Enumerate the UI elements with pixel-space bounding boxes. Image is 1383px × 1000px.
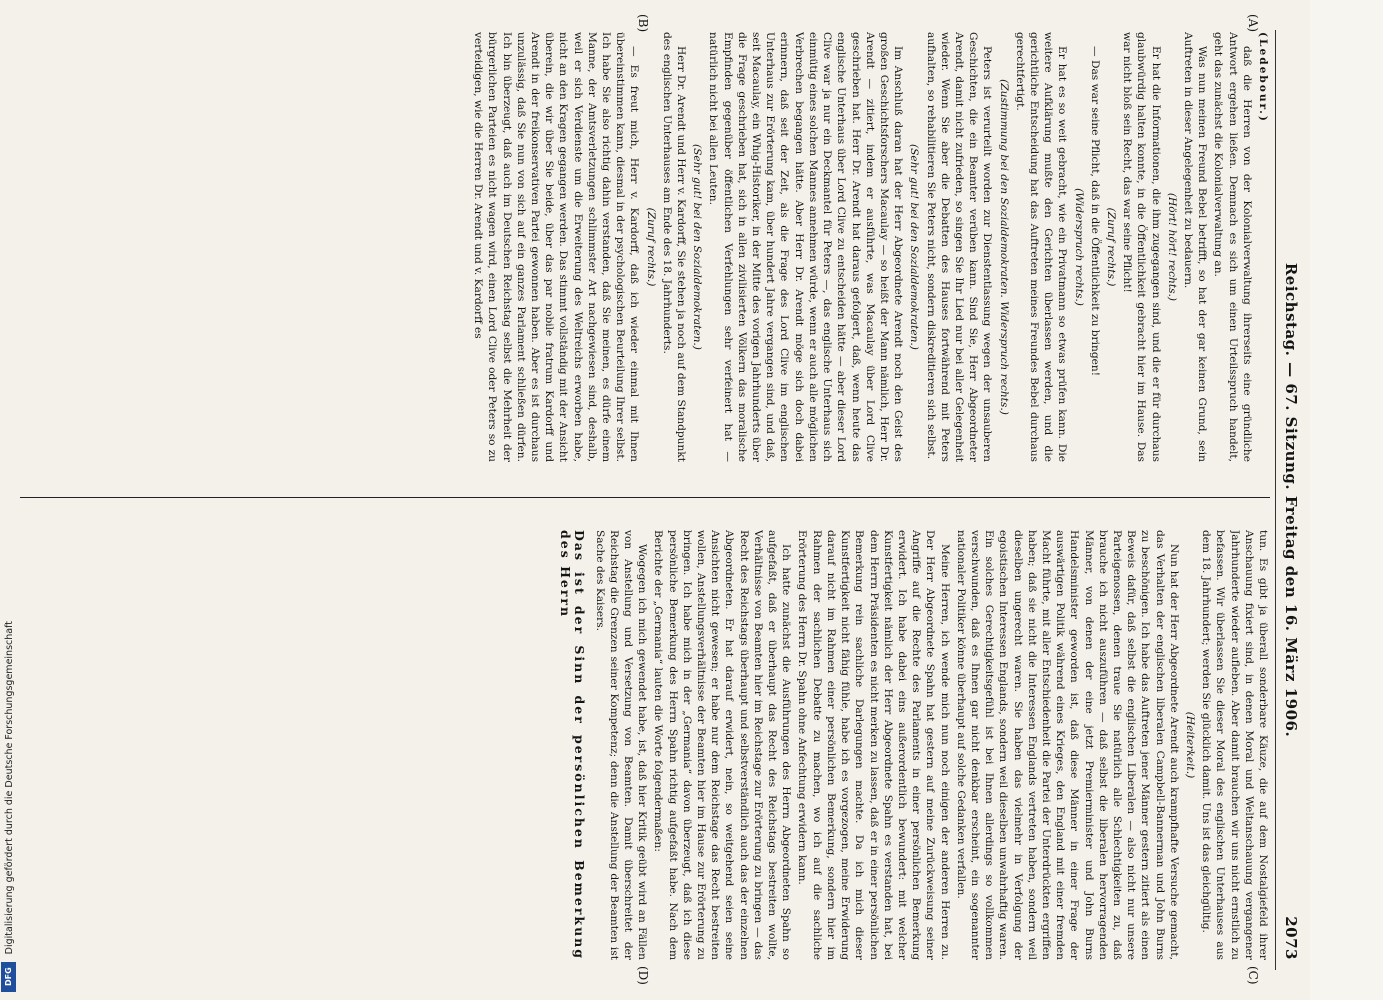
paragraph: — Es freut mich, Herr v. Kardorff, daß ich wieder einmal mit Ihnen übereinstimmen kann, diesmal in der psychologischen Beurteilung Ihrer selbst. Ich habe Sie also richtig dahin verstanden, daß Sie meinen, es dürfe einem Manne, der Amtsverletzungen schlimmster Art nachgewiesen sind, deshalb, weil er sich Verdienste um die Erweiterung des Weltreichs erworben habe, nicht an den Kragen gegangen werden. Das stimmt vollständig mit der Ansicht überein, die wir über Sie beide, über das par nobile fratrum Kardorff und Arendt in der freikonservativen Partei gewonnen haben. Aber es ist durchaus unzulässig, daß Sie nun von sich auf ein ganzes Parlament schließen dürfen. Ich bin überzeugt, daß auch im Deutschen Reichstag selbst die Mehrheit der bürgerlichen Parteien es nicht wagen wird, einen Lord Clive oder Peters so zu verteidigen, wie die Herren Dr. Arendt und v. Kardorff es [472,32,641,462]
paragraph: tun. Es gibt ja überall sonderbare Käuze, die auf dem Nostalgiefeld ihrer Anschauung fixiert sind, in denen Moral und Weltanschauung vergangener Jahrhunderte wieder aufleben. Aber damit brauchen wir uns nicht ernstlich zu befassen. Wir überlassen Sie dieser Moral des englischen Unterhauses aus dem 18. Jahrhundert; werden Sie glücklich damit. Uns ist das gleichgültig. [1200,530,1269,960]
paragraph: Herr Dr. Arendt und Herr v. Kardorff, Sie stehen ja noch auf dem Standpunkt des englischen Unterhauses am Ende des 18. Jahrhunderts. [660,32,688,462]
paragraph: Im Anschluß daran hat der Herr Abgeordnete Arendt noch den Geist des großen Geschichtsforschers Macaulay — so heißt der Mann nämlich, Herr Dr. Arendt — zitiert, indem er ausführte, was Macaulay über Lord Clive geschrieben hat. Herr Dr. Arendt hat daraus gefolgert, daß, wenn heute das englische Unterhaus über Lord Clive zu entscheiden hätte — aber dieser Lord Clive war ja nur ein Deckmantel für Peters —, das englische Unterhaus sich einmütig eines solchen Mannes annehmen würde, wenn er auch alle möglichen Verbrechen begangen hätte. Aber Herr Dr. Arendt möge sich doch dabei erinnern, daß seit der Zeit, als die Frage des Lord Clive im englischen Unterhaus zur Erörterung kam, über hundert Jahre vergangen sind, und daß, seit Macaulay, ein Whig-Historiker, in der Mitte des vorigen Jahrhunderts über die Frage geschrieben hat, sich in allen zivilisierten Völkern das moralische Empfinden gegenüber öffentlichen Verfehlungen sehr verfeinert hat — natürlich nicht bei allen Leuten. [707,32,905,462]
paragraph: Peters ist verurteilt worden zur Dienstentlassung wegen der unsauberen Geschichten, die ein Beamter verüben kann. Sind Sie, Herr Abgeordneter Arendt, damit nicht zufrieden, so singen Sie Ihr Lied nur bei aller Gelegenheit wieder. Wenn Sie aber die Debatten des Hauses fortwährend mit Peters aufhalten, so rehabilitieren Sie Peters nicht, sondern diskreditieren sich selbst. [924,32,994,462]
right-column [15,530,1270,960]
paragraph: Wogegen ich mich gewendet habe, ist, daß hier Kritik geübt wird an Fällen von Anstellung und Versetzung von Beamten. Damit überschreitet der Reichstag die Grenzen seiner Kompetenz; denn die Anstellung der Beamten ist Sache des Kaisers. [593,530,649,960]
paragraph: Meine Herren, ich wende mich nun noch einigen der anderen Herren zu. Der Herr Abgeordnete Spahn hat gestern auf meine Zurückweisung seiner Angriffe auf die Rechte des Parlaments in einer persönlichen Bemerkung erwidert. Ich habe dabei eins außerordentlich bewundert: mit welcher Kunstfertigkeit nämlich der Herr Abgeordnete Spahn es verstanden hat, bei dem Herrn Präsidenten es nicht merken zu lassen, daß er in einer persönlichen Bemerkung rein sachliche Darlegungen machte. Da ich mich dieser Kunstfertigkeit nicht fähig fühle, habe ich es vorgezogen, meine Erwiderung darauf nicht im Rahmen einer persönlichen Bemerkung, sondern hier im Rahmen der sachlichen Debatte zu machen, wo ich auf die sachliche Erörterung des Herrn Dr. Spahn ohne Anfechtung erwidern kann. [796,530,951,960]
paragraph: Was nun meinen Freund Bebel betrifft, so hat der gar keinen Grund, sein Auftreten in dieser Angelegenheit zu bedauern. [1181,32,1209,462]
paragraph: Er hat die Informationen, die ihm zugegangen sind, und die er für durchaus glaubwürdig halten konnte, in die Öffentlichkeit gebracht hier im Hause. Das war nicht bloß sein Recht, das war seine Pflicht! [1121,32,1162,462]
interjection: (Zustimmung bei den Sozialdemokraten. Widerspruch rechts.) [997,79,1010,415]
interjection: (Sehr gut! bei den Sozialdemokraten.) [691,144,704,350]
interjection: (Sehr gut! bei den Sozialdemokraten.) [908,144,921,350]
header-rule [1275,30,1276,970]
paragraph: Nun hat der Herr Abgeordnete Arendt auch krampfhafte Versuche gemacht, das Verhalten der englischen liberalen Campbell-Bannerman und John Burns zu beschönigen. Ich habe das Auftreten jener Männer gestern zitiert als einen Beweis dafür, daß selbst die englischen Liberalen — also nicht nur unsere Parteigenossen, denen traue Sie natürlich alle Schlechtigkeiten zu, daß brauche ich nicht auszuführen — daß selbst die liberalen hervorragenden Männer, von denen der eine jetzt Premierminister und John Burns Handelsminister geworden ist, daß diese Männer in einer Frage der auswärtigen Politik während eines Krieges, den England mit einer fremden Macht führte, mit aller Entschiedenheit die Partei der Unterdrückten ergriffen haben; daß sie nicht die Interessen Englands vertreten haben, sondern weil dieselben ungerecht waren. Sie haben das vielmehr in Verfolgung der egoistischen Interessen Englands, sondern weil dieselben unwahrhaftig waren. Ein solches Gerechtigkeitsgefühl ist bei Ihnen allerdings so vollkommen verschwunden, daß es Ihnen gar nicht denkbar erscheint, ein sogenannter nationaler Politiker könne überhaupt auf solche Gedanken verfallen. [954,530,1180,960]
paragraph: Er hat es so weit gebracht, wie ein Privatmann so etwas prüfen kann. Die weitere Aufklärung mußte den Gerichten überlassen werden, und die gerichtliche Entscheidung hat das Auftreten meines Freundes Bebel durchaus gerechtfertigt. [1013,32,1069,462]
left-column [15,32,1270,462]
paragraph: Das ist der Sinn der persönlichen Bemerkung des Herrn [558,530,588,960]
paragraph: — Das war seine Pflicht, daß in die Öffentlichkeit zu bringen! [1088,46,1101,376]
page-header [1278,40,1304,960]
paragraph: (Ledebour.) [1257,32,1269,123]
interjection: (Widerspruch rechts.) [1072,188,1085,306]
digitization-credit [0,0,18,1000]
paragraph: daß die Herren von der Kolonialverwaltung ihrerseits eine gründliche Antwort ergehen ließen. Demnach es sich um einen Urteilsspruch handelt, geht das zunächst die Kolonialverwaltung an. [1212,32,1253,462]
interjection: (Zuruf rechts.) [1104,207,1117,287]
page-number: 2073 [1282,916,1300,960]
margin-marker-b: (B) [636,14,650,33]
margin-marker-d: (D) [636,966,650,985]
interjection: (Zuruf rechts.) [644,207,657,287]
interjection: (Hört! hört! rechts.) [1165,192,1178,302]
header-title: Reichstag. — 67. Sitzung. Freitag den 16. März 1906. [1282,262,1300,738]
interjection: (Heiterkeit.) [1183,711,1196,779]
paragraph: Ich hatte zunächst die Ausführungen des Herrn Abgeordneten Spahn so aufgefaßt, daß er überhaupt das Recht des Reichstags bestreiten wollte, Verhältnisse von Beamten hier im Reichstage zur Erörterung zu bringen — das Recht des Reichstags überhaupt und selbstverständlich auch das der einzelnen Abgeordneten. Er hat darauf erwidert, nein, so weitgehend seien seine Ansichten nicht gewesen; er habe nur dem Reichstage das Recht bestreiten wollen, Anstellungsverhältnisse der Beamten hier im Hause zur Erörterung zu bringen. Ich habe mich in der „Germania“ davon überzeugt, daß ich diese persönliche Bemerkung des Herrn Spahn richtig aufgefaßt habe. Nach dem Berichte der „Germania“ lauten die Worte folgendermaßen: [652,530,793,960]
dfg-logo: DFG [1,962,16,992]
margin-marker-a: (A) [1246,14,1260,33]
margin-marker-c: (C) [1246,966,1260,985]
column-divider [20,497,1270,498]
credit-text: Digitalisierung gefördert durch die Deutsche Forschungsgemeinschaft [3,620,15,954]
